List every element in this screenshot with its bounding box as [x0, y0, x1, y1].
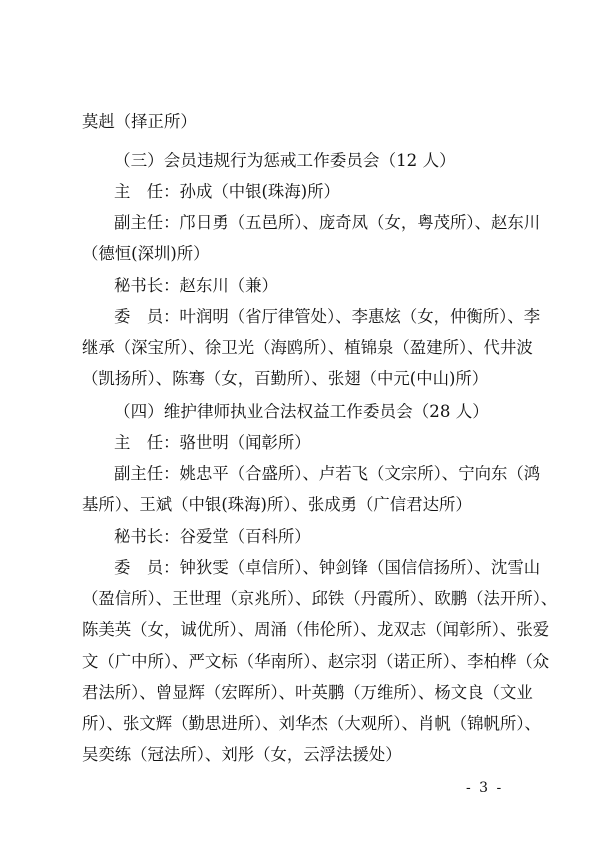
text-line: 委 员：钟狄雯（卓信所）、钟剑锋（国信信扬所）、沈雪山 [114, 558, 541, 577]
text-line: 陈美英（女，诚优所）、周涌（伟伦所）、龙双志（闻彰所）、张爱 [82, 620, 550, 639]
text-line: 秘书长：谷爱堂（百科所） [114, 527, 311, 546]
text-line: （盈信所）、王世理（京兆所）、邱铁（丹霞所）、欧鹏（法开所）、 [82, 589, 558, 608]
text-line: 基所）、王斌（中银(珠海)所）、张成勇（广信君达所） [82, 495, 472, 514]
text-line: 所）、张文辉（勤思进所）、刘华杰（大观所）、肖帆（锦帆所）、 [82, 714, 541, 733]
section-heading-3: （三）会员违规行为惩戒工作委员会（12 人） [114, 151, 456, 170]
text-line: 文（广中所）、严文标（华南所）、赵宗羽（诺正所）、李柏桦（众 [82, 652, 550, 671]
section-heading-4: （四）维护律师执业合法权益工作委员会（28 人） [114, 402, 489, 421]
text-line: 君法所）、曾显辉（宏晖所）、叶英鹏（万维所）、杨文良（文业 [82, 683, 533, 702]
text-line: 主 任：骆世明（闻彰所） [114, 433, 311, 452]
text-line: 副主任：姚忠平（合盛所）、卢若飞（文宗所）、宁向东（鸿 [114, 464, 541, 483]
page-number: - 3 - [466, 780, 504, 796]
text-line: 继承（深宝所）、徐卫光（海鸥所）、植锦泉（盈建所）、代井波 [82, 338, 533, 357]
text-line: （德恒(深圳)所） [82, 244, 210, 263]
text-line: 秘书长：赵东川（兼） [114, 276, 278, 295]
text-line: 副主任：邝日勇（五邑所）、庞奇凤（女，粤茂所）、赵东川 [114, 213, 541, 232]
text-line: （凯扬所）、陈骞（女，百勤所）、张翅（中元(中山)所） [82, 369, 489, 388]
text-line: 委 员：叶润明（省厅律管处）、李惠炫（女，仲衡所）、李 [114, 307, 541, 326]
text-line: 莫赳（择正所） [82, 112, 197, 131]
text-line: 吴奕练（冠法所）、刘彤（女，云浮法援处） [82, 745, 402, 764]
text-line: 主 任：孙成（中银(珠海)所） [114, 182, 340, 201]
